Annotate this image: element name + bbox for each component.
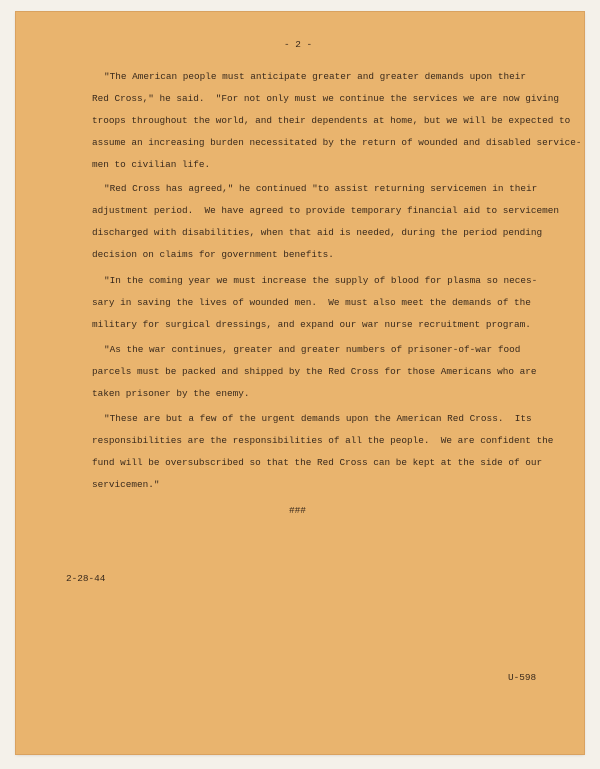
paragraph-5-line-2: responsibilities are the responsibilities of all the people. We are confident the xyxy=(92,435,554,446)
paragraph-3-line-1: "In the coming year we must increase the supply of blood for plasma so neces- xyxy=(104,275,538,286)
paragraph-2-line-1: "Red Cross has agreed," he continued "to assist returning servicemen in their xyxy=(104,183,538,194)
paragraph-5-line-4: servicemen." xyxy=(92,479,160,490)
paragraph-1-line-2: Red Cross," he said. "For not only must we continue the services we are now giving xyxy=(92,93,559,104)
paragraph-3-line-3: military for surgical dressings, and expand our war nurse recruitment program. xyxy=(92,319,531,330)
release-date: 2-28-44 xyxy=(66,573,106,584)
paragraph-4-line-3: taken prisoner by the enemy. xyxy=(92,388,250,399)
document-id: U-598 xyxy=(508,672,537,683)
paragraph-4-line-1: "As the war continues, greater and greater numbers of prisoner-of-war food xyxy=(104,344,521,355)
page-number: - 2 - xyxy=(284,39,313,50)
paragraph-2-line-2: adjustment period. We have agreed to provide temporary financial aid to servicemen xyxy=(92,205,559,216)
end-mark: ### xyxy=(289,505,306,516)
paragraph-3-line-2: sary in saving the lives of wounded men. We must also meet the demands of the xyxy=(92,297,531,308)
paragraph-2-line-4: decision on claims for government benefits. xyxy=(92,249,334,260)
paragraph-1-line-1: "The American people must anticipate greater and greater demands upon their xyxy=(104,71,526,82)
paragraph-4-line-2: parcels must be packed and shipped by the Red Cross for those Americans who are xyxy=(92,366,537,377)
paragraph-5-line-3: fund will be oversubscribed so that the Red Cross can be kept at the side of our xyxy=(92,457,543,468)
paragraph-1-line-5: men to civilian life. xyxy=(92,159,211,170)
paragraph-1-line-3: troops throughout the world, and their dependents at home, but we will be expected to xyxy=(92,115,571,126)
paragraph-2-line-3: discharged with disabilities, when that aid is needed, during the period pending xyxy=(92,227,543,238)
paragraph-1-line-4: assume an increasing burden necessitated by the return of wounded and disabled service- xyxy=(92,137,582,148)
paragraph-5-line-1: "These are but a few of the urgent demands upon the American Red Cross. Its xyxy=(104,413,532,424)
